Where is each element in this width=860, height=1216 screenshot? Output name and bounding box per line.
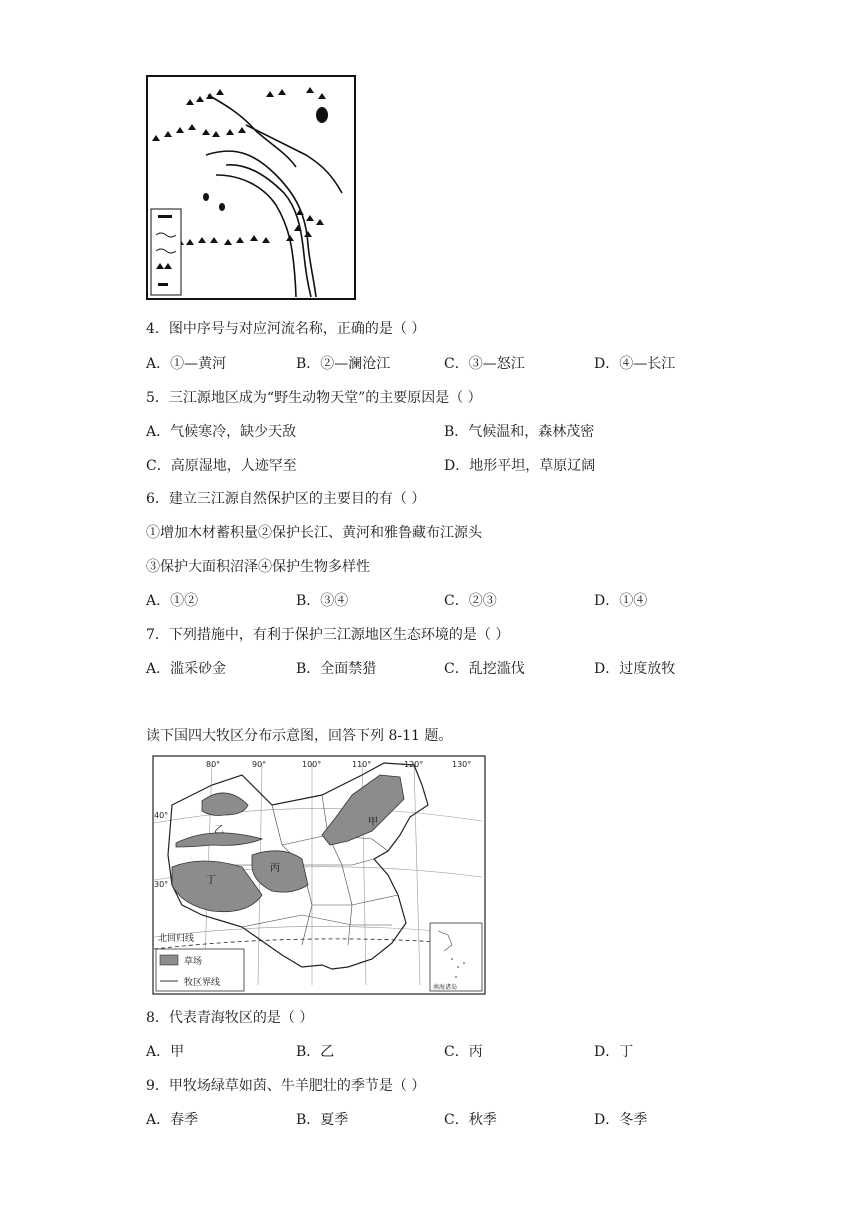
pastoral-regions-map xyxy=(152,755,486,995)
q7-option-c[interactable]: C．乱挖滥伐 xyxy=(444,661,525,677)
lon-label-110: 110° xyxy=(352,760,372,769)
q8-option-a[interactable]: A．甲 xyxy=(146,1044,185,1060)
q9-option-a[interactable]: A．春季 xyxy=(146,1112,199,1128)
q7-stem: 7．下列措施中，有利于保护三江源地区生态环境的是（ ） xyxy=(146,627,510,643)
q6-option-b[interactable]: B．③④ xyxy=(296,593,349,609)
lon-label-120: 120° xyxy=(404,760,424,769)
q9-option-c[interactable]: C．秋季 xyxy=(444,1112,497,1128)
q4-option-a[interactable]: A．①—黄河 xyxy=(146,356,227,372)
q7-option-b[interactable]: B．全面禁猎 xyxy=(296,661,377,677)
lat-label-40: 40° xyxy=(154,811,169,820)
inset-label: 南海诸岛 xyxy=(433,984,458,991)
q6-statements-line2: ③保护大面积沼泽④保护生物多样性 xyxy=(146,559,370,575)
q6-option-c[interactable]: C．②③ xyxy=(444,593,497,609)
q7-option-a[interactable]: A．滥采砂金 xyxy=(146,661,227,677)
q6-option-d[interactable]: D．①④ xyxy=(594,593,648,609)
q8-option-b[interactable]: B．乙 xyxy=(296,1044,335,1060)
tropic-label: 北回归线 xyxy=(158,934,195,944)
region-jia-label: 甲 xyxy=(368,817,378,828)
q8-stem: 8．代表青海牧区的是（ ） xyxy=(146,1010,314,1026)
q5-option-c[interactable]: C．高原湿地，人迹罕至 xyxy=(146,458,297,474)
lon-label-130: 130° xyxy=(452,760,472,769)
q4-option-c[interactable]: C．③—怒江 xyxy=(444,356,525,372)
q9-option-d[interactable]: D．冬季 xyxy=(594,1112,648,1128)
q5-stem: 5．三江源地区成为“野生动物天堂”的主要原因是（ ） xyxy=(146,390,482,406)
lon-label-100: 100° xyxy=(302,760,322,769)
q5-option-a[interactable]: A．气候寒冷，缺少天敌 xyxy=(146,424,297,440)
q6-statements-line1: ①增加木材蓄积量②保护长江、黄河和雅鲁藏布江源头 xyxy=(146,525,482,541)
q8-option-c[interactable]: C．丙 xyxy=(444,1044,483,1060)
three-rivers-map xyxy=(146,75,356,300)
lon-label-90: 90° xyxy=(252,760,267,769)
q4-stem: 4．图中序号与对应河流名称，正确的是（ ） xyxy=(146,321,426,337)
q9-option-b[interactable]: B．夏季 xyxy=(296,1112,349,1128)
south-sea-inset xyxy=(430,923,482,991)
region-ding-label: 丁 xyxy=(206,875,216,886)
q4-option-d[interactable]: D．④—长江 xyxy=(594,356,676,372)
q5-option-d[interactable]: D．地形平坦，草原辽阔 xyxy=(444,458,596,474)
q5-option-b[interactable]: B．气候温和，森林茂密 xyxy=(444,424,595,440)
legend-grass-swatch xyxy=(160,955,178,965)
q9-stem: 9．甲牧场绿草如茵、牛羊肥壮的季节是（ ） xyxy=(146,1078,426,1094)
q8-option-d[interactable]: D．丁 xyxy=(594,1044,634,1060)
region-yi-label: 乙 xyxy=(214,825,224,836)
region-bing-label: 丙 xyxy=(270,863,280,874)
section-intro: 读下国四大牧区分布示意图，回答下列 8-11 题。 xyxy=(146,728,453,744)
lat-label-30: 30° xyxy=(154,880,169,889)
q4-option-b[interactable]: B．②—澜沧江 xyxy=(296,356,391,372)
lon-label-80: 80° xyxy=(206,760,221,769)
q6-option-a[interactable]: A．①② xyxy=(146,593,199,609)
map-legend-box xyxy=(151,209,181,295)
legend-grass-label: 草场 xyxy=(184,957,203,967)
q7-option-d[interactable]: D．过度放牧 xyxy=(594,661,676,677)
legend-boundary-label: 牧区界线 xyxy=(184,978,221,988)
q6-stem: 6．建立三江源自然保护区的主要目的有（ ） xyxy=(146,491,426,507)
